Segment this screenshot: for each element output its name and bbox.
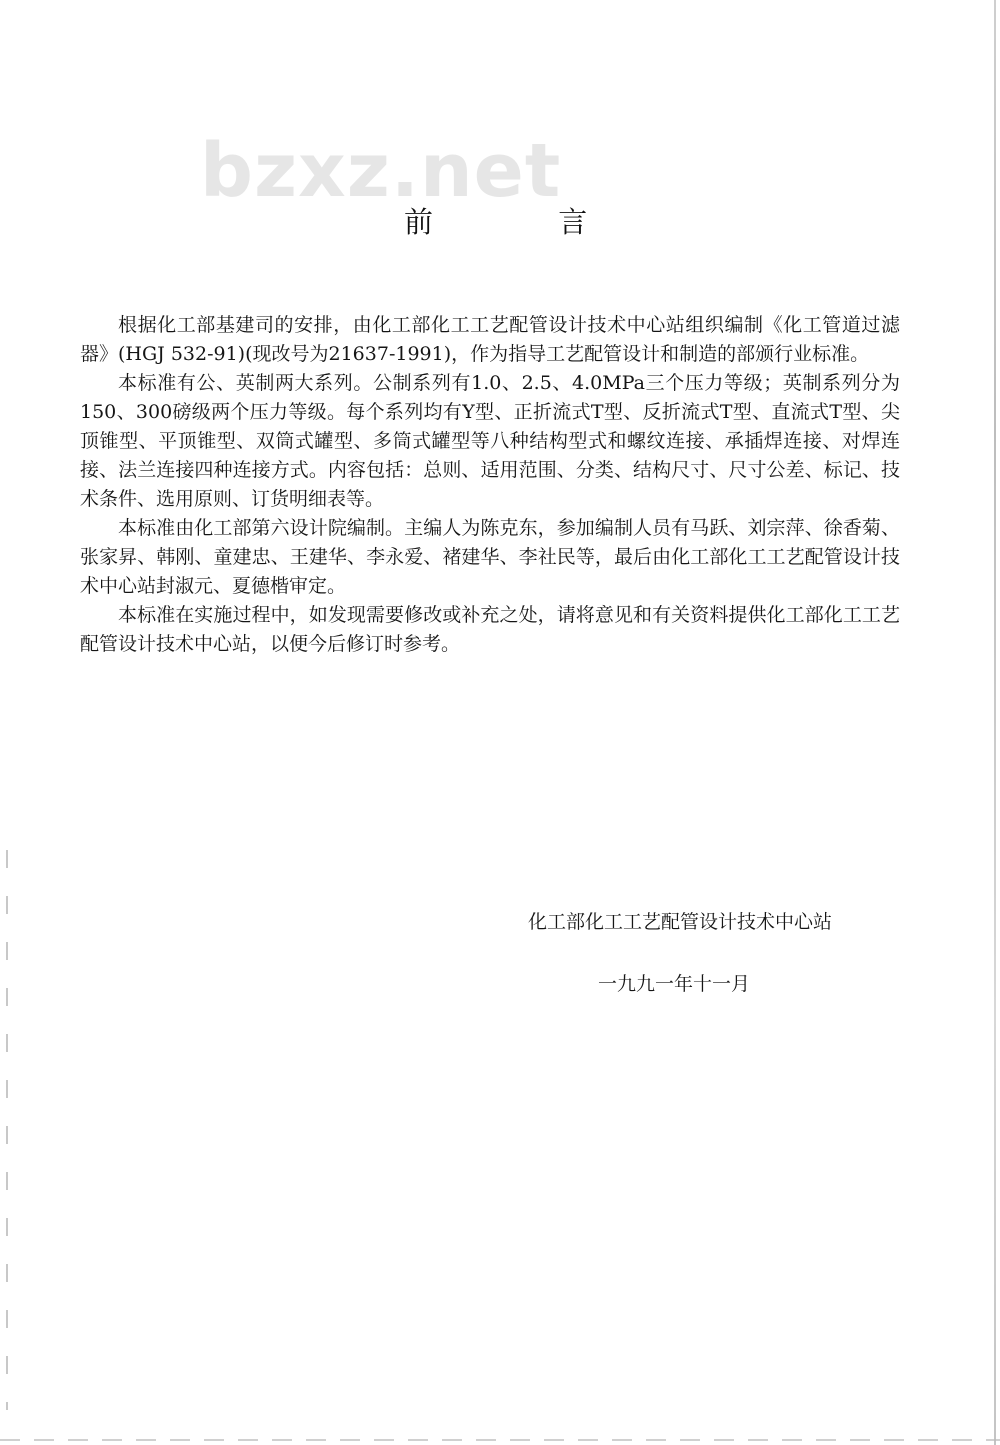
paragraph-1: 根据化工部基建司的安排，由化工部化工工艺配管设计技术中心站组织编制《化工管道过滤器》(HGJ 532-91)(现改号为21637-1991)，作为指导工艺配管设计和制造的部颁行业标准。 [80,314,900,365]
scan-edge-right [994,0,996,1445]
paragraph-4: 本标准在实施过程中，如发现需要修改或补充之处，请将意见和有关资料提供化工部化工工艺配管设计技术中心站，以便今后修订时参考。 [80,604,900,655]
scan-edge-left [6,850,8,1410]
page-title: 前 言 [404,205,646,239]
paragraph-3: 本标准由化工部第六设计院编制。主编人为陈克东，参加编制人员有马跃、刘宗萍、徐香菊、张家昇、韩刚、童建忠、王建华、李永爱、褚建华、李社民等，最后由化工部化工工艺配管设计技术中心站封淑元、夏德楷审定。 [80,517,900,597]
watermark: bzxz.net [200,128,562,214]
preface-body [80,311,900,659]
date: 一九九一年十一月 [598,973,751,995]
paragraph-2: 本标准有公、英制两大系列。公制系列有1.0、2.5、4.0MPa三个压力等级；英制系列分为150、300磅级两个压力等级。每个系列均有Y型、正折流式T型、反折流式T型、直流式T型、尖顶锥型、平顶锥型、双筒式罐型、多筒式罐型等八种结构型式和螺纹连接、承插焊连接、对焊连接、法兰连接四种连接方式。内容包括：总则、适用范围、分类、结构尺寸、尺寸公差、标记、技术条件、选用原则、订货明细表等。 [80,372,900,510]
scan-edge-bottom [0,1439,1000,1441]
signature: 化工部化工工艺配管设计技术中心站 [528,911,833,933]
